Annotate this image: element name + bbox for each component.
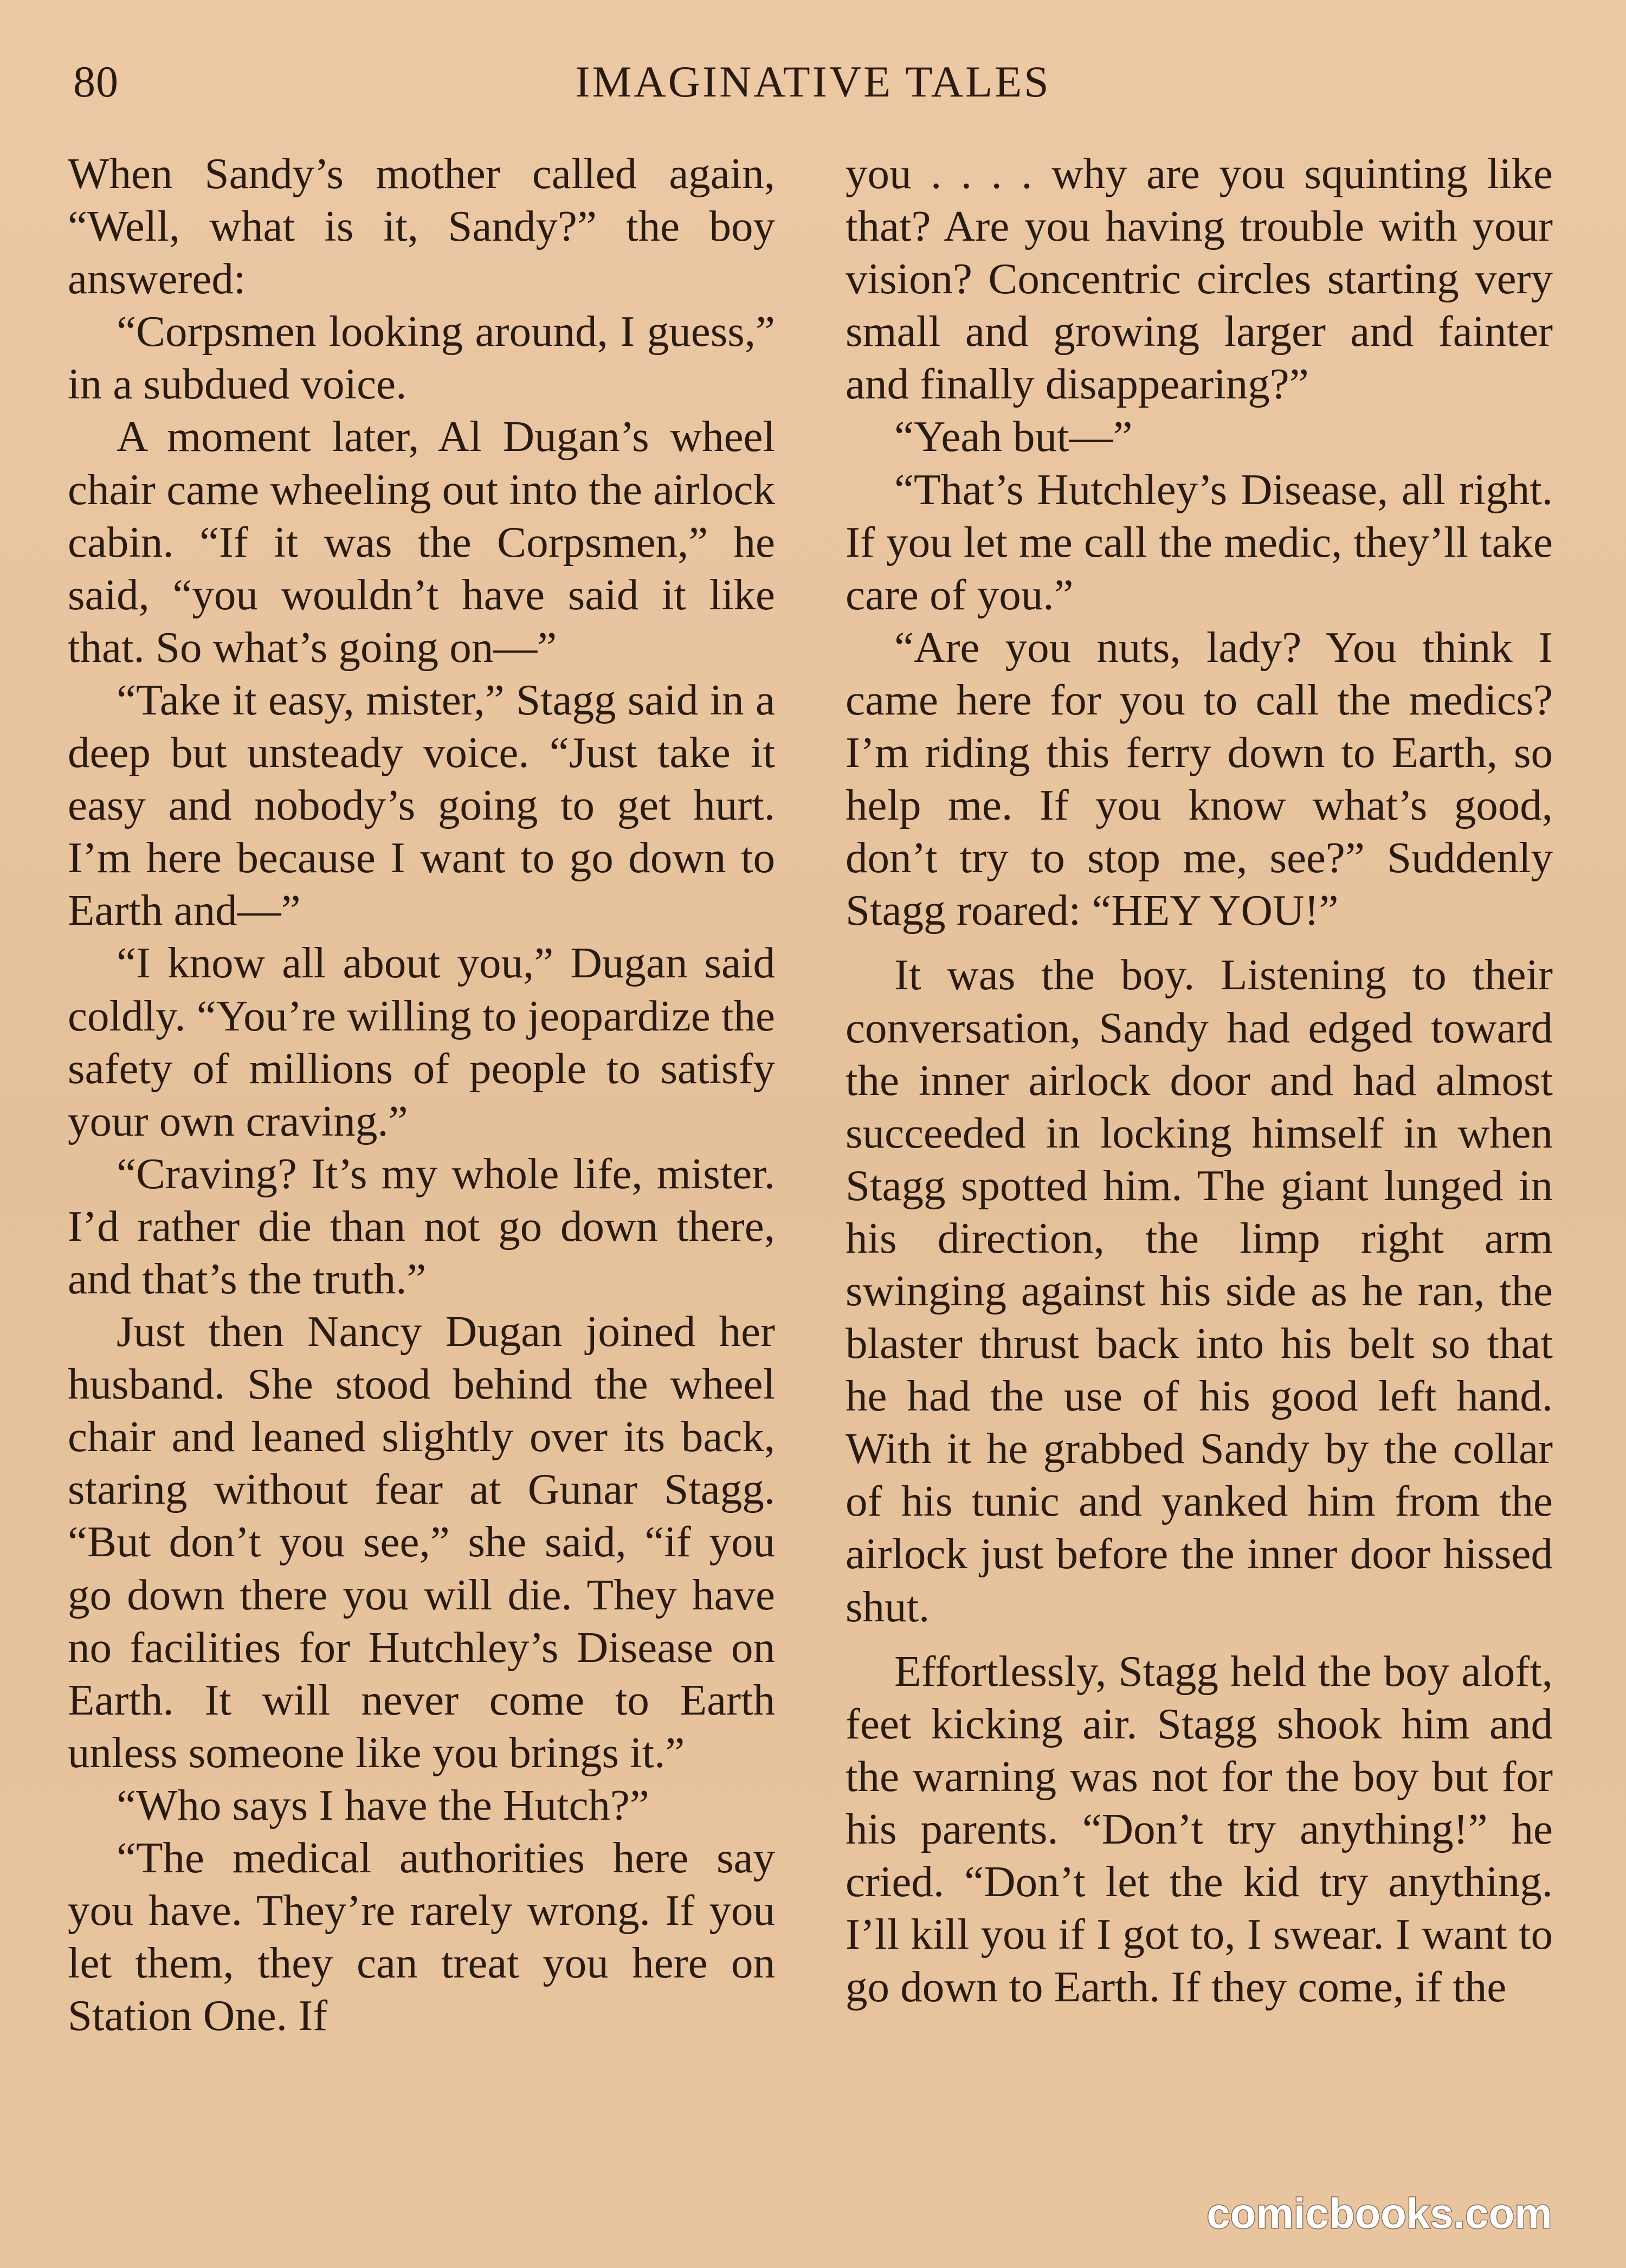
paragraph: “Yeah but—” — [894, 412, 1133, 461]
paragraph: “That’s Hutchley’s Disease, all right. If you let me call the medic, they’ll take care of you.” — [846, 465, 1553, 619]
watermark-text: comicbooks.com — [1206, 2189, 1552, 2237]
paragraph: you . . . . why are you squinting like that? Are you having trouble with your vision? Concentric circles starting very small and growing larger and fainter and finally disappearing?” — [846, 149, 1553, 409]
paragraph: Just then Nancy Dugan joined her husband. She stood behind the wheel chair and leaned slightly over its back, staring without fear at Gunar Stagg. “But don’t you see,” she said, “if you go down there you will die. They have no facilities for Hutchley’s Disease on Earth. It will never come to Earth unless someone like you brings it.” — [68, 1307, 775, 1777]
paragraph: When Sandy’s mother called again, “Well, what is it, Sandy?” the boy answered: — [68, 149, 775, 304]
paragraph: Effortlessly, Stagg held the boy aloft, feet kicking air. Stagg shook him and the warning was not for the boy but for his parents. “Don’t try anything!” he cried. “Don’t let the kid try anything. I’ll kill you if I got to, I swear. I want to go down to Earth. If they come, if the — [846, 1646, 1553, 2012]
paragraph: “Who says I have the Hutch?” — [117, 1780, 649, 1829]
paragraph: “Craving? It’s my whole life, mister. I’d rather die than not go down there, and that’s the truth.” — [68, 1149, 775, 1303]
page-header — [0, 0, 1626, 130]
paragraph: “Are you nuts, lady? You think I came here for you to call the medics? I’m riding this ferry down to Earth, so help me. If you know what’s good, don’t try to stop me, see?” Suddenly Stagg roared: “HEY YOU!” — [846, 622, 1553, 935]
right-column — [846, 147, 1553, 2013]
paragraph: “I know all about you,” Dugan said coldly. “You’re willing to jeopardize the safety of millions of people to satisfy your own craving.” — [68, 938, 775, 1145]
paragraph: A moment later, Al Dugan’s wheel chair came wheeling out into the airlock cabin. “If it was the Corpsmen,” he said, “you wouldn’t have said it like that. So what’s going on—” — [68, 412, 775, 672]
paragraph: It was the boy. Listening to their conversation, Sandy had edged toward the inner airlock door and had almost succeeded in locking himself in when Stagg spotted him. The giant lunged in his direction, the limp right arm swinging against his side as he ran, the blaster thrust back into his belt so that he had the use of his good left hand. With it he grabbed Sandy by the collar of his tunic and yanked him from the airlock just before the inner door hissed shut. — [846, 950, 1553, 1631]
magazine-title: IMAGINATIVE TALES — [575, 57, 1051, 106]
paragraph: “The medical authorities here say you have. They’re rarely wrong. If you let them, they can treat you here on Station One. If — [68, 1833, 775, 2040]
page-number: 80 — [73, 57, 119, 106]
left-column — [68, 147, 775, 2042]
watermark-logo — [1206, 2187, 1553, 2241]
paragraph: “Take it easy, mister,” Stagg said in a deep but unsteady voice. “Just take it easy and nobody’s going to get hurt. I’m here because I want to go down to Earth and—” — [68, 675, 775, 935]
watermark-logo-graphic — [1206, 2187, 1553, 2241]
paragraph: “Corpsmen looking around, I guess,” in a subdued voice. — [68, 307, 775, 409]
